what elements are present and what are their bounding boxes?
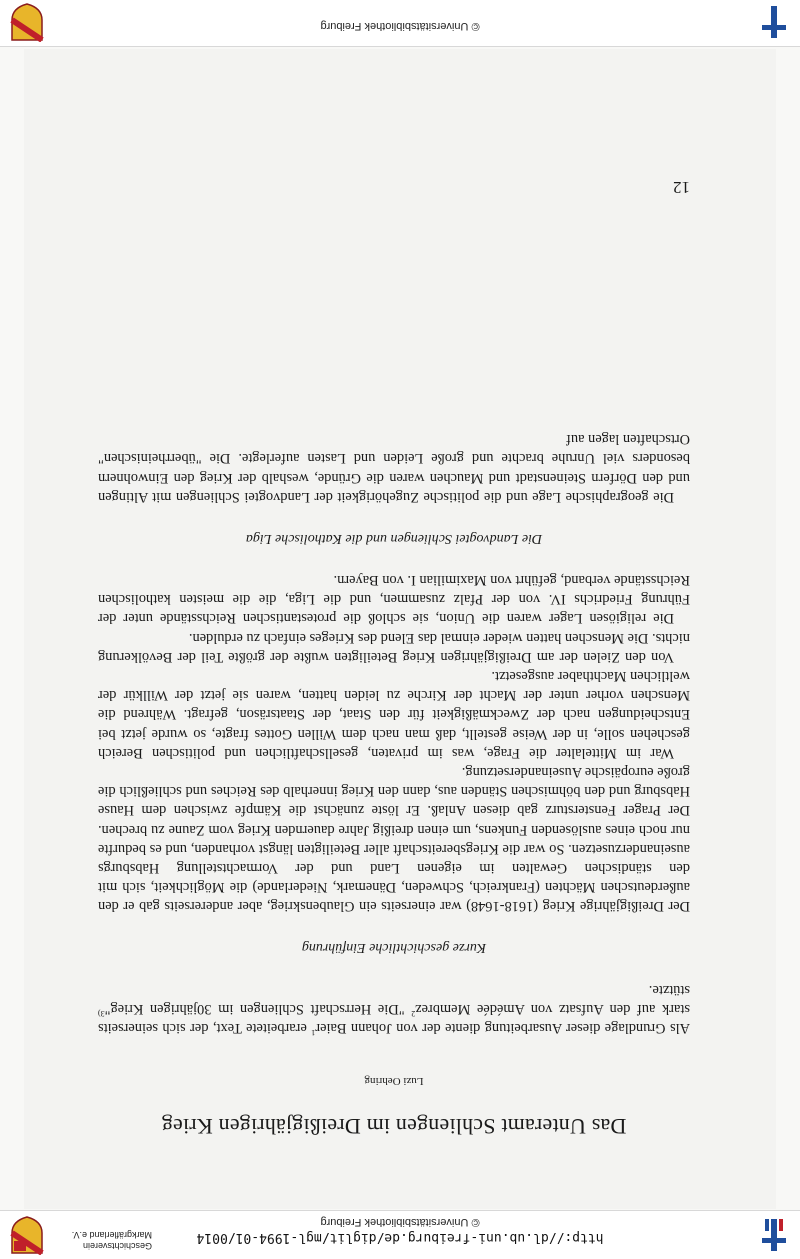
- footnote-marker-2: 2: [411, 1008, 416, 1018]
- footer-copyright: © Universitätsbibliothek Freiburg: [320, 20, 480, 32]
- paragraph: Von den Zielen der am Dreißigjährigen Krieg Beteiligten wußte der größte Teil der Bevölkerung nichts. Die Menschen hatten wieder einmal das Elend des Krieges einfach zu erdulden.: [98, 629, 690, 665]
- source-url[interactable]: http://dl.ub.uni-freiburg.de/diglit/mgl-1994-01/0014: [196, 1230, 604, 1245]
- section-heading-landvogtei: Die Landvogtei Schliengen und die Katholische Liga: [245, 530, 543, 546]
- document-author: Luzi Oehring: [364, 1075, 424, 1087]
- paragraph: Die geographische Lage und die politische Zugehörigkeit der Landvogtei Schliengen mit Altingen und den Dörfern Steinenstadt und Mauchen waren die Gründe, weshalb der Krieg den Einwohnern besonders viel Unruhe brachte und große Leiden und Lasten auferlegte. Die "überrheinischen" Ortschaften lagen auf: [98, 431, 690, 505]
- section-heading-introduction: Kurze geschichtliche Einführung: [301, 940, 487, 956]
- page-number: 12: [673, 178, 690, 197]
- viewer-header: [0, 1210, 800, 1259]
- intro-text-3: "Die Herrschaft Schliengen im 30jährigen Krieg": [104, 1000, 412, 1017]
- copyright-note: © Universitätsbibliothek Freiburg: [320, 1216, 480, 1228]
- coat-of-arms-icon: [10, 2, 44, 42]
- document-title: Das Unteramt Schliengen im Dreißigjährigen Krieg: [161, 1114, 627, 1139]
- intro-text-4: stützte.: [648, 981, 690, 998]
- paragraph: Der Dreißigjährige Krieg (1618-1648) war einerseits ein Glaubenskrieg, aber andererseits gab er den außerdeutschen Mächten (Frankreich, Schweden, Dänemark, Niederlande) die Möglichkeit, sich mit den ständischen Gewalten im eigenen Land und der Vormachtstellung Habsburgs auseinanderzusetzen. So war die Kriegsbereitschaft aller Beteiligten längst vorhanden, und es bedurfte nur noch eines auslösenden Funkens, um einen dreißig Jahre dauernden Krieg vom Zaune zu brechen. Der Prager Fenstersturz gab diesen Anlaß. Er löste zunächst die Kämpfe zwischen dem Hause Habsburg und den böhmischen Ständen aus, dann den Krieg innerhalb des Reiches und schließlich die große europäische Auseinandersetzung.: [98, 763, 690, 915]
- society-name: [52, 1229, 152, 1251]
- coat-of-arms-icon: [10, 1215, 44, 1255]
- document-body: [98, 429, 690, 1149]
- footnote-marker-1: 1: [311, 1027, 316, 1037]
- society-name-line2: Markgräflerland e.V.: [71, 1230, 152, 1240]
- footnote-marker-3: 3): [98, 1008, 105, 1018]
- intro-paragraph: [98, 979, 690, 1037]
- society-name-line1: Geschichtsverein: [82, 1241, 152, 1251]
- intro-text-1: Als Grundlage dieser Ausarbeitung diente der von Johann Baier: [315, 1020, 690, 1036]
- intro-text-2: erarbeitete Text, der sich seinerseits stark auf den Aufsatz von Amédée Membrez: [98, 1000, 690, 1036]
- viewer-footer: [0, 0, 800, 47]
- paragraph: Die religiösen Lager waren die Union, sie schloß die protestantischen Reichsstände unter der Führung Friedrichs IV. von der Pfalz zusammen, und die Liga, die die meisten katholischen Reichsstände verband, geführt von Maximilian I. von Bayern.: [98, 571, 690, 627]
- paragraph: War im Mittelalter die Frage, was im privaten, gesellschaftlichen und politischen Bereich geschehen solle, in der Weise gestellt, daß man nach dem Willen Gottes fragte, so wurde jetzt bei Entscheidungen nach der Zweckmäßigkeit für den Staat, der Staatsräson, gefragt. Während die Menschen vorher unter der Macht der Kirche zu leiden hatten, waren sie jetzt der Willkür der weltlichen Machthaber ausgesetzt.: [98, 667, 690, 761]
